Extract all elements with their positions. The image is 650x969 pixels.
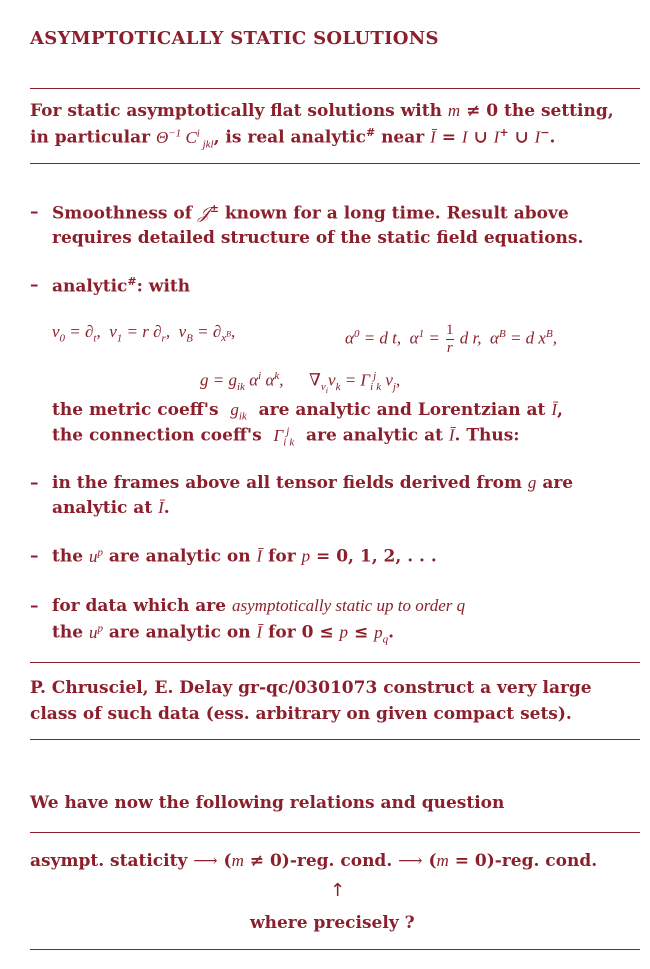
equation-metric: $g = g_{ik}$ $\alpha^i$ $\alpha^k$, $\nabla_{v_i}v_k = \Gamma_i^j_k$ $v_j$, bbox=[200, 370, 401, 396]
item2-head: analytic#: with bbox=[52, 275, 191, 297]
page-title: ASYMPTOTICALLY STATIC SOLUTIONS bbox=[30, 28, 439, 49]
divider bbox=[30, 949, 640, 950]
reference-line-1: P. Chrusciel, E. Delay gr-qc/0301073 construct a very large bbox=[30, 678, 592, 698]
divider bbox=[30, 832, 640, 833]
bullet-dash: – bbox=[30, 202, 39, 222]
divider bbox=[30, 163, 640, 164]
relations-intro: We have now the following relations and question bbox=[30, 793, 505, 813]
bullet-dash: – bbox=[30, 473, 39, 493]
relations-chain: asympt. staticity ⟶ (m ≠ 0)-reg. cond. ⟶ (m = 0)-reg. cond. bbox=[30, 851, 598, 871]
statement-line-1: For static asymptotically flat solutions with m ≠ 0 the setting, bbox=[30, 101, 614, 121]
item4: the $u^p$ are analytic on Ī for p = 0, 1, 2, . . . bbox=[52, 546, 437, 567]
question: where precisely ? bbox=[250, 913, 415, 933]
reference-line-2: class of such data (ess. arbitrary on given compact sets). bbox=[30, 704, 572, 724]
bullet-dash: – bbox=[30, 546, 39, 566]
bullet-dash: – bbox=[30, 596, 39, 616]
divider bbox=[30, 739, 640, 740]
connection-line: the connection coeff's $\Gamma_i^j_k$ are analytic at Ī. Thus: bbox=[52, 425, 520, 449]
statement-line-2: in particular $\Theta^{-1}$ $C^i$ $_{jkl}$, is real analytic# near Ī = I ∪ I+ ∪ I−. bbox=[30, 126, 556, 151]
bullet-dash: – bbox=[30, 275, 39, 295]
equation-frames: $v_0 = \partial_t$, $v_1 = r$ $\partial_r$, $v_B = \partial_{x^B}$, bbox=[52, 322, 236, 345]
metric-line: the metric coeff's $g_{ik}$ are analytic and Lorentzian at Ī, bbox=[52, 400, 563, 423]
item5-line1: for data which are asymptotically static up to order q bbox=[52, 596, 466, 616]
item1-line2: requires detailed structure of the static field equations. bbox=[52, 228, 584, 248]
item3-line1: in the frames above all tensor fields derived from g are bbox=[52, 473, 574, 493]
equation-coframes: $\alpha^0 = d$ t, $\alpha^1$ = $\frac{1}{r}$ d r, $\alpha^B = d$ $x^B$, bbox=[345, 322, 557, 356]
item5-line2: the $u^p$ are analytic on Ī for $0 \le p \le p_q$. bbox=[52, 622, 395, 646]
item3-line2: analytic at Ī. bbox=[52, 498, 170, 518]
item1-line1: Smoothness of 𝒥± known for a long time. Result above bbox=[52, 202, 569, 224]
up-arrow-icon: ↑ bbox=[330, 880, 346, 901]
divider bbox=[30, 662, 640, 663]
divider bbox=[30, 88, 640, 89]
